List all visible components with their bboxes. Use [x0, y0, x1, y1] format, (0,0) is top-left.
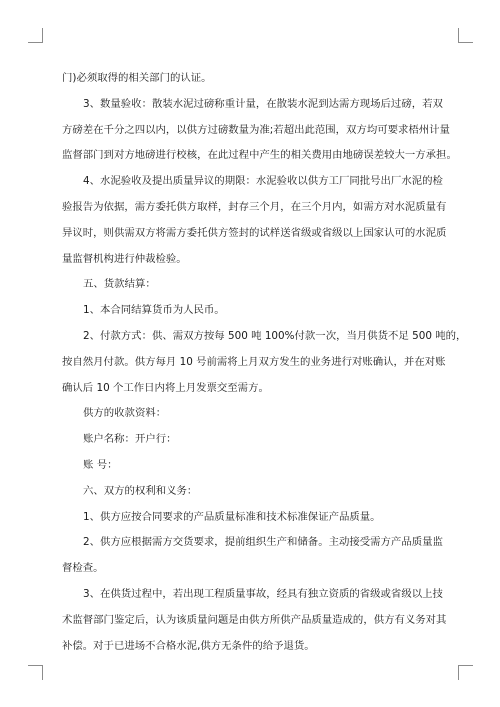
crop-mark-top-right: [458, 28, 473, 43]
text-line: 供方的收款资料：: [83, 407, 167, 420]
text-line: 监督部门到对方地磅进行校核，在此过程中产生的相关费用由地磅误差较大一方承担。: [62, 149, 457, 162]
text-line: 门)必须取得的相关部门的认证。: [62, 72, 212, 84]
text-line: 术监督部门鉴定后，认为该质量问题是由供方所供产品质量造成的，供方有义务对其: [62, 613, 447, 626]
text-line: 按自然月付款。供方每月 10 号前需将上月双方发生的业务进行对账确认，并在对账: [62, 355, 446, 368]
text-line: 4、水泥验收及提出质量异议的期限：水泥验收以供方工厂同批号出厂水泥的检: [83, 175, 443, 188]
text-line: 量监督机构进行仲裁检验。: [62, 252, 187, 265]
text-line: 方磅差在千分之四以内，以供方过磅数量为准;若超出此范围，双方均可要求梧州计量: [62, 123, 450, 136]
crop-mark-bottom-left: [28, 665, 43, 680]
text-line: 补偿。对于已进场不合格水泥,供方无条件的给予退货。: [62, 639, 315, 652]
crop-mark-top-left: [28, 28, 43, 43]
text-line: 账 号：: [83, 458, 118, 471]
section-heading: 六、双方的权利和义务：: [83, 484, 198, 497]
text-line: 3、在供货过程中，若出现工程质量事故，经具有独立资质的省级或省级以上技: [83, 587, 443, 600]
section-heading: 五、货款结算：: [83, 278, 156, 291]
text-line: 账户名称：开户行：: [83, 433, 177, 446]
text-line: 3、数量验收：散装水泥过磅称重计量，在散装水泥到达需方现场后过磅，若双: [83, 97, 443, 110]
text-line: 1、供方应按合同要求的产品质量标准和技术标准保证产品质量。: [83, 510, 381, 523]
text-line: 1、本合同结算货币为人民币。: [83, 304, 225, 317]
document-body: [62, 66, 467, 659]
crop-mark-bottom-right: [458, 665, 473, 680]
text-line: 督检查。: [62, 562, 104, 575]
text-line: 2、供方应根据需方交货要求，提前组织生产和储备。主动接受需方产品质量监: [83, 536, 443, 549]
text-line: 确认后 10 个工作日内将上月发票交至需方。: [62, 381, 269, 394]
text-line: 异议时，则供需双方将需方委托供方签封的试样送省级或省级以上国家认可的水泥质: [62, 226, 447, 239]
text-line: 2、付款方式：供、需双方按每 500 吨 100%付款一次，当月供货不足 500 吨的，: [83, 329, 467, 342]
text-line: 验报告为依据，需方委托供方取样，封存三个月，在三个月内，如需方对水泥质量有: [62, 200, 447, 213]
